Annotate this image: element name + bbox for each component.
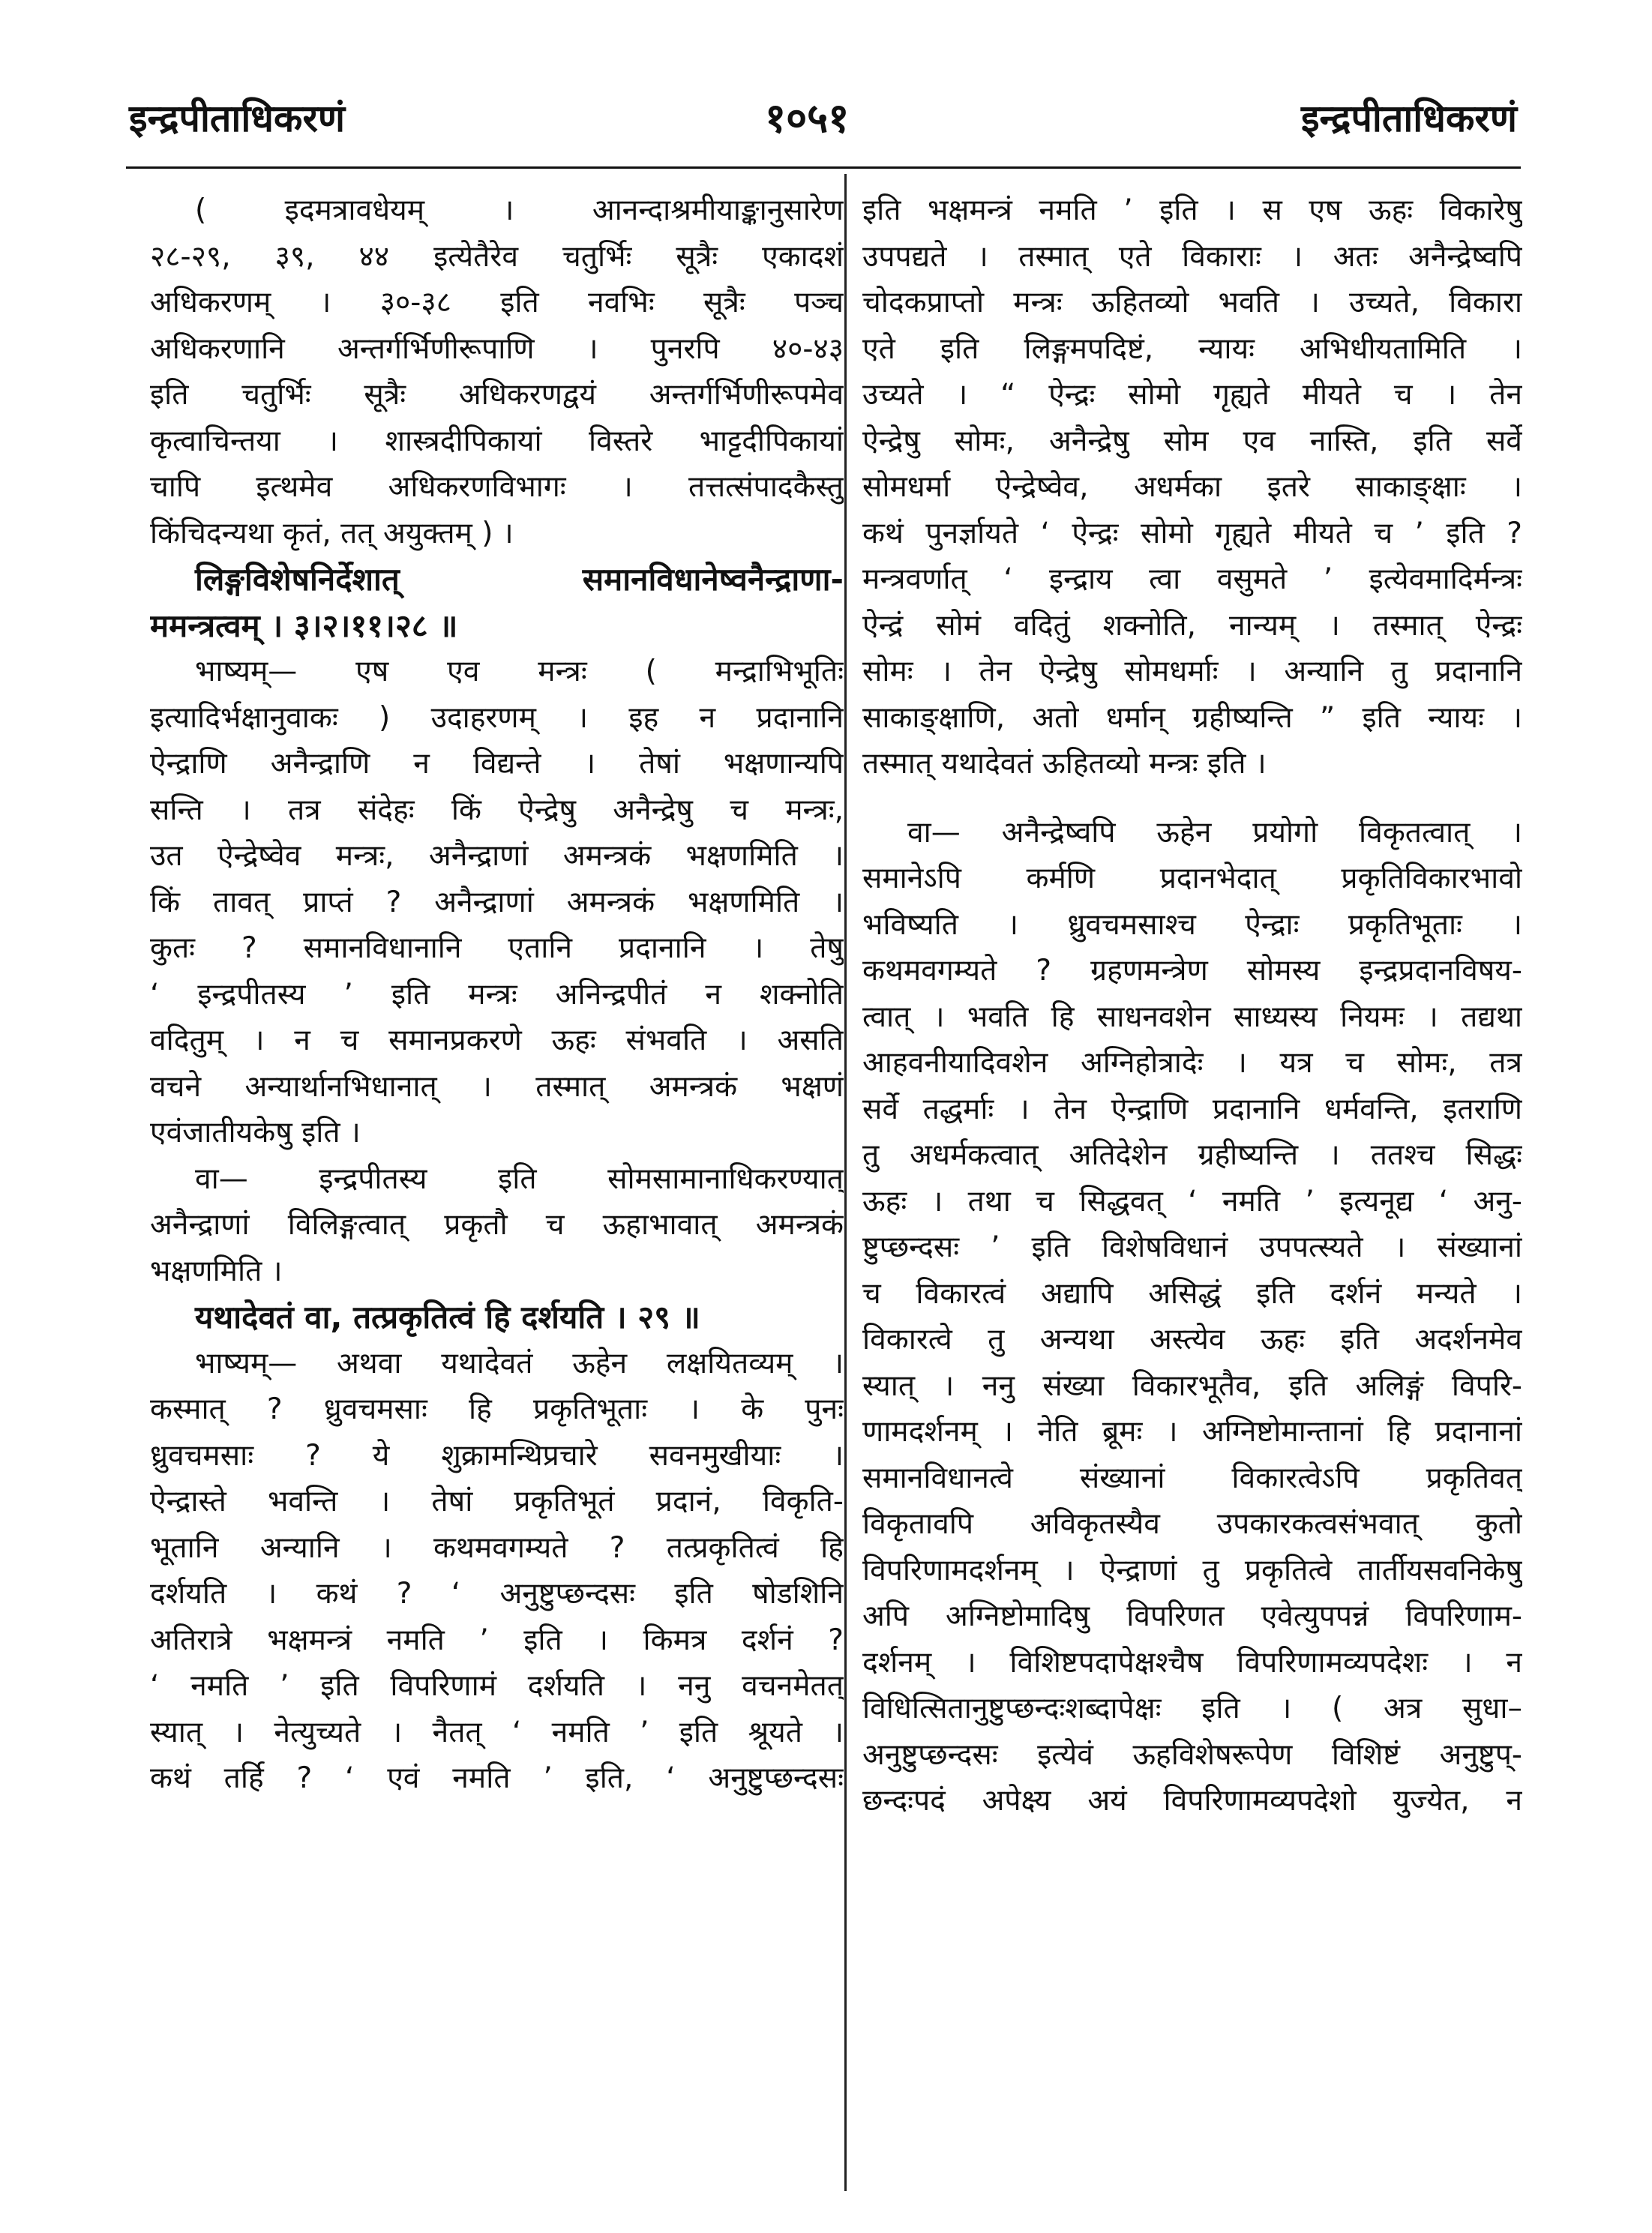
text-line: भविष्यति । ध्रुवचमसाश्च ऐन्द्राः प्रकृतिभूताः । [862,907,1522,942]
header-rule [126,166,1521,169]
text-line: दर्शनम् । विशिष्टपदापेक्षश्चैष विपरिणामव्यपदेशः । न [862,1645,1522,1680]
text-line: भक्षणमिति । [150,1254,283,1288]
text-line: त्वात् । भवति हि साधनवशेन साध्यस्य नियमः । तद्यथा [862,1000,1522,1034]
text-line: अनुष्टुप्छन्दसः इत्येवं ऊहविशेषरूपेण विशिष्टं अनुष्टुप्- [862,1737,1522,1772]
text-line: दर्शयति । कथं ? ‘ अनुष्टुप्छन्दसः इति षोडशिनि [150,1577,844,1611]
text-line: ध्रुवचमसाः ? ये शुक्रामन्थिप्रचारे सवनमुखीयाः । [150,1438,844,1473]
text-line: अपि अग्निष्टोमादिषु विपरिणत एवेत्युपपन्नं विपरिणाम- [862,1599,1522,1633]
text-line: कथं तर्हि ? ‘ एवं नमति ’ इति, ‘ अनुष्टुप्छन्दसः [150,1761,844,1795]
text-line: ऐन्द्रास्ते भवन्ति । तेषां प्रकृतिभूतं प्रदानं, विकृति- [150,1485,844,1518]
text-line: तस्मात् यथादेवतं ऊहितव्यो मन्त्रः इति । [862,747,1267,781]
text-line: उच्यते । “ ऐन्द्रः सोमो गृह्यते मीयते च । तेन [862,378,1522,412]
bhashya-line: भाष्यम्— अथवा यथादेवतं ऊहेन लक्षयितव्यम् । [195,1346,844,1380]
text-line: सोमधर्मा ऐन्द्रेष्वेव, अधर्मका इतरे साकाङ्क्षाः । [862,470,1522,504]
text-line: कृत्वाचिन्तया । शास्त्रदीपिकायां विस्तरे भाट्टदीपिकायां [150,424,844,458]
text-line: अधिकरणम् । ३०-३८ इति नवभिः सूत्रैः पञ्च [150,286,844,319]
text-line: समानेऽपि कर्मणि प्रदानभेदात् प्रकृतिविकारभावो [862,862,1522,895]
text-line: तु अधर्मकत्वात् अतिदेशेन ग्रहीष्यन्ति । ततश्च सिद्धः [862,1138,1522,1172]
text-line: भूतानि अन्यानि । कथमवगम्यते ? तत्प्रकृतित्वं हि [150,1530,844,1565]
text-line: स्यात् । ननु संख्या विकारभूतैव, इति अलिङ्गं विपरि- [862,1368,1522,1403]
text-line: समानविधानत्वे संख्यानां विकारत्वेऽपि प्रकृतिवत् [862,1461,1522,1495]
text-line: विधित्सितानुष्टुप्छन्दःशब्दापेक्षः इति । ( अत्र सुधा– [862,1692,1522,1725]
sutra-heading: ममन्त्रत्वम् । ३।२।११।२८ ॥ [150,607,458,644]
text-line: सन्ति । तत्र संदेहः किं ऐन्द्रेषु अनैन्द्रेषु च मन्त्रः, [150,793,844,827]
text-line: विपरिणामदर्शनम् । ऐन्द्राणां तु प्रकृतित्वे तार्तीयसवनिकेषु [862,1553,1522,1587]
text-line: विकृतावपि अविकृतस्यैव उपकारकत्वसंभवात् कुतो [862,1507,1522,1541]
text-line: ऐन्द्रं सोमं वदितुं शक्नोति, नान्यम् । तस्मात् ऐन्द्रः [862,608,1522,643]
sutra-heading: लिङ्गविशेषनिर्देशात् समानविधानेष्वनैन्द्राणा- [195,561,844,598]
text-line: मन्त्रवर्णात् ‘ इन्द्राय त्वा वसुमते ’ इत्येवमादिर्मन्त्रः [862,562,1522,596]
text-line: णामदर्शनम् । नेति ब्रूमः । अग्निष्टोमान्तानां हि प्रदानानां [862,1415,1522,1449]
text-line: इत्यादिर्भक्षानुवाकः ) उदाहरणम् । इह न प्रदानानि [150,700,844,735]
text-line: उत ऐन्द्रेष्वेव मन्त्रः, अनैन्द्राणां अमन्त्रकं भक्षणमिति । [150,839,844,873]
text-line: ऐन्द्राणि अनैन्द्राणि न विद्यन्ते । तेषां भक्षणान्यपि [150,747,844,781]
text-line: एते इति लिङ्गमपदिष्टं, न्यायः अभिधीयतामिति । [862,331,1522,366]
text-line: ( इदमत्रावधेयम् । आनन्दाश्रमीयाङ्कानुसारेण [195,193,844,227]
text-line: अधिकरणानि अन्तर्गर्भिणीरूपाणि । पुनरपि ४०-४३ [150,331,844,366]
text-line: अतिरात्रे भक्षमन्त्रं नमति ’ इति । किमत्र दर्शनं ? [150,1623,844,1657]
paragraph-gap [862,787,1522,810]
vartika-line: वा— इन्द्रपीतस्य इति सोमसामानाधिकरण्यात् [195,1161,844,1196]
text-line: सर्वे तद्धर्माः । तेन ऐन्द्राणि प्रदानानि धर्मवन्ति, इतराणि [862,1092,1522,1126]
text-line: कथं पुनर्ज्ञायते ‘ ऐन्द्रः सोमो गृह्यते मीयते च ’ इति ? [862,516,1522,550]
text-line: अनैन्द्राणां विलिङ्गत्वात् प्रकृतौ च ऊहाभावात् अमन्त्रकं [150,1208,844,1242]
text-line: एवंजातीयकेषु इति । [150,1116,361,1149]
text-line: छन्दःपदं अपेक्ष्य अयं विपरिणामव्यपदेशो युज्येत, न [862,1784,1522,1818]
bhashya-line: भाष्यम्— एष एव मन्त्रः ( मन्द्राभिभूतिः [195,655,844,688]
column-divider [844,174,847,2191]
text-line: सोमः । तेन ऐन्द्रेषु सोमधर्माः । अन्यानि तु प्रदानानि [862,655,1522,688]
text-line: च विकारत्वं अद्यापि असिद्धं इति दर्शनं मन्यते । [862,1276,1522,1311]
text-line: २८-२९, ३९, ४४ इत्येतैरेव चतुर्भिः सूत्रैः एकादशं [150,239,844,274]
text-line: ष्टुप्छन्दसः ’ इति विशेषविधानं उपपत्स्यते । संख्यानां [862,1230,1522,1264]
text-line: ऊहः । तथा च सिद्धवत् ‘ नमति ’ इत्यनूद्य ‘ अनु- [862,1184,1522,1218]
text-line: कस्मात् ? ध्रुवचमसाः हि प्रकृतिभूताः । के पुनः [150,1392,844,1426]
text-line: किं तावत् प्राप्तं ? अनैन्द्राणां अमन्त्रकं भक्षणमिति । [150,885,844,919]
text-line: कुतः ? समानविधानानि एतानि प्रदानानि । तेषु [150,931,844,965]
text-line: स्यात् । नेत्युच्यते । नैतत् ‘ नमति ’ इति श्रूयते । [150,1715,844,1749]
text-line: वदितुम् । न च समानप्रकरणे ऊहः संभवति । असति [150,1024,844,1057]
page-number: १०५१ [765,94,850,142]
vartika-line: वा— अनैन्द्रेष्वपि ऊहेन प्रयोगो विकृतत्वात् । [907,815,1522,850]
text-line: ऐन्द्रेषु सोमः, अनैन्द्रेषु सोम एव नास्ति, इति सर्वे [862,424,1522,458]
text-line: उपपद्यते । तस्मात् एते विकाराः । अतः अनैन्द्रेष्वपि [862,239,1522,274]
text-line: वचने अन्यार्थानभिधानात् । तस्मात् अमन्त्रकं भक्षणं [150,1069,844,1104]
text-line: इति भक्षमन्त्रं नमति ’ इति । स एष ऊहः विकारेषु [862,193,1522,227]
text-line: किंचिदन्यथा कृतं, तत् अयुक्तम् ) । [150,516,514,550]
text-line: चोदकप्राप्तो मन्त्रः ऊहितव्यो भवति । उच्यते, विकारा [862,286,1522,319]
running-header-right: इन्द्रपीताधिकरणं [1300,97,1517,140]
left-column [150,187,844,1802]
right-column [862,187,1522,1824]
text-line: ‘ नमति ’ इति विपरिणामं दर्शयति । ननु वचनमेतत् [150,1669,844,1703]
text-line: साकाङ्क्षाणि, अतो धर्मान् ग्रहीष्यन्ति ” इति न्यायः । [862,700,1522,735]
text-line: इति चतुर्भिः सूत्रैः अधिकरणद्वयं अन्तर्गर्भिणीरूपमेव [150,378,844,412]
text-line: विकारत्वे तु अन्यथा अस्त्येव ऊहः इति अदर्शनमेव [862,1323,1522,1356]
text-line: आहवनीयादिवशेन अग्निहोत्रादेः । यत्र च सोमः, तत्र [862,1046,1522,1080]
sutra-heading: यथादेवतं वा, तत्प्रकृतित्वं हि दर्शयति । २९ ॥ [195,1299,700,1335]
text-line: कथमवगम्यते ? ग्रहणमन्त्रेण सोमस्य इन्द्रप्रदानविषय- [862,954,1522,988]
text-line: चापि इत्थमेव अधिकरणविभागः । तत्तत्संपादकैस्तु [150,470,844,504]
running-header-left: इन्द्रपीताधिकरणं [129,97,346,140]
text-line: ‘ इन्द्रपीतस्य ’ इति मन्त्रः अनिन्द्रपीतं न शक्नोति [150,977,844,1012]
